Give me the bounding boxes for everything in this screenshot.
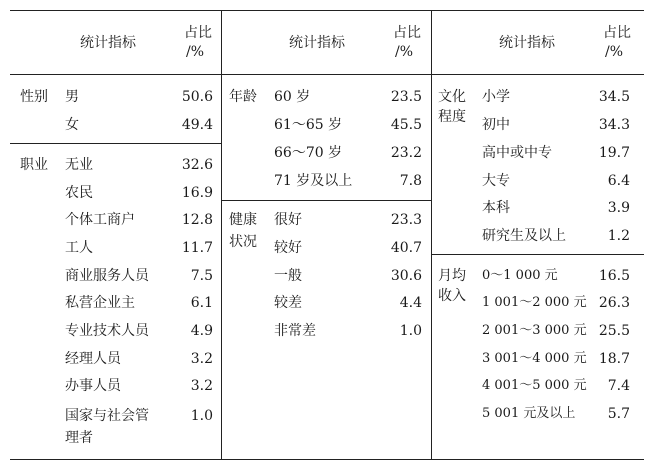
row-label: 60 岁 — [274, 89, 311, 105]
row-label: 1 001～2 000 元 — [482, 295, 587, 310]
header-bottom-rule — [10, 74, 644, 75]
row-value: 16.5 — [598, 268, 630, 284]
row-value: 23.3 — [390, 212, 422, 228]
row-label: 研究生及以上 — [482, 228, 566, 244]
row-label: 办事人员 — [65, 378, 121, 394]
row-label: 农民 — [65, 185, 93, 201]
row-label: 较好 — [274, 240, 302, 256]
section-divider-gender-occupation — [10, 143, 221, 144]
header-indicator-col3: 统计指标 — [499, 35, 555, 51]
section-divider-age-health — [221, 200, 431, 201]
column-divider-1 — [221, 10, 222, 459]
row-label: 3 001～4 000 元 — [482, 351, 587, 366]
row-label: 61～65 岁 — [274, 117, 343, 133]
table-bottom-rule — [10, 459, 644, 460]
header-indicator-col1: 统计指标 — [80, 35, 136, 51]
row-value: 49.4 — [181, 117, 213, 133]
row-value: 23.5 — [390, 89, 422, 105]
row-label: 经理人员 — [65, 351, 121, 367]
row-label-line2: 理者 — [65, 430, 93, 446]
row-value: 1.0 — [190, 408, 213, 424]
row-value: 6.1 — [190, 295, 213, 311]
row-label: 男 — [65, 89, 79, 105]
table-top-rule — [10, 10, 644, 11]
category-age: 年龄 — [229, 89, 257, 105]
row-label-line1: 国家与社会管 — [65, 408, 149, 424]
row-label: 一般 — [274, 268, 302, 284]
header-share-col2-top: 占比 — [393, 25, 421, 41]
row-value: 12.8 — [181, 212, 213, 228]
row-value: 7.8 — [399, 173, 422, 189]
category-health-line2: 状况 — [229, 234, 257, 250]
row-value: 18.7 — [598, 351, 630, 367]
row-value: 7.4 — [607, 378, 630, 394]
row-value: 30.6 — [390, 268, 422, 284]
row-label: 小学 — [482, 89, 510, 105]
row-label: 2 001～3 000 元 — [482, 323, 587, 338]
row-value: 45.5 — [390, 117, 422, 133]
header-indicator-col2: 统计指标 — [289, 35, 345, 51]
row-value: 3.2 — [190, 378, 213, 394]
category-gender: 性别 — [20, 89, 48, 105]
row-value: 11.7 — [181, 240, 213, 256]
row-value: 3.2 — [190, 351, 213, 367]
row-label: 专业技术人员 — [65, 323, 149, 339]
column-divider-2 — [431, 10, 432, 459]
row-value: 34.5 — [598, 89, 630, 105]
category-income-line2: 收入 — [438, 288, 466, 304]
row-label: 工人 — [65, 240, 93, 256]
row-value: 23.2 — [390, 145, 422, 161]
row-label: 0～1 000 元 — [482, 268, 558, 283]
row-value: 7.5 — [190, 268, 213, 284]
row-value: 25.5 — [598, 323, 630, 339]
row-label: 大专 — [482, 173, 510, 189]
row-label: 无业 — [65, 157, 93, 173]
section-divider-education-income — [431, 254, 644, 255]
row-label: 本科 — [482, 200, 510, 216]
row-label: 商业服务人员 — [65, 268, 149, 284]
row-value: 32.6 — [181, 157, 213, 173]
row-value: 6.4 — [607, 173, 630, 189]
row-label: 非常差 — [274, 323, 316, 339]
header-share-col3-top: 占比 — [603, 25, 631, 41]
row-label: 女 — [65, 117, 79, 133]
row-label: 很好 — [274, 212, 302, 228]
row-value: 34.3 — [598, 117, 630, 133]
row-label: 个体工商户 — [65, 212, 135, 228]
category-health-line1: 健康 — [229, 212, 257, 228]
header-share-col1-top: 占比 — [184, 25, 212, 41]
row-value: 40.7 — [390, 240, 422, 256]
row-value: 4.9 — [190, 323, 213, 339]
header-share-col3-bottom: /% — [605, 44, 624, 60]
header-share-col1-bottom: /% — [186, 44, 205, 60]
row-label: 5 001 元及以上 — [482, 406, 576, 421]
row-label: 71 岁及以上 — [274, 173, 353, 189]
row-value: 3.9 — [607, 200, 630, 216]
row-label: 私营企业主 — [65, 295, 135, 311]
category-income-line1: 月均 — [438, 268, 466, 284]
row-value: 26.3 — [598, 295, 630, 311]
category-occupation: 职业 — [20, 157, 48, 173]
row-value: 1.0 — [399, 323, 422, 339]
row-label: 66～70 岁 — [274, 145, 343, 161]
row-label: 4 001～5 000 元 — [482, 378, 587, 393]
row-label: 较差 — [274, 295, 302, 311]
category-education-line2: 程度 — [438, 109, 466, 125]
header-share-col2-bottom: /% — [395, 44, 414, 60]
row-value: 4.4 — [399, 295, 422, 311]
row-label: 高中或中专 — [482, 145, 552, 161]
row-value: 50.6 — [181, 89, 213, 105]
row-value: 5.7 — [607, 406, 630, 422]
row-value: 1.2 — [607, 228, 630, 244]
row-value: 16.9 — [181, 185, 213, 201]
row-label: 初中 — [482, 117, 510, 133]
row-value: 19.7 — [598, 145, 630, 161]
category-education-line1: 文化 — [438, 89, 466, 105]
